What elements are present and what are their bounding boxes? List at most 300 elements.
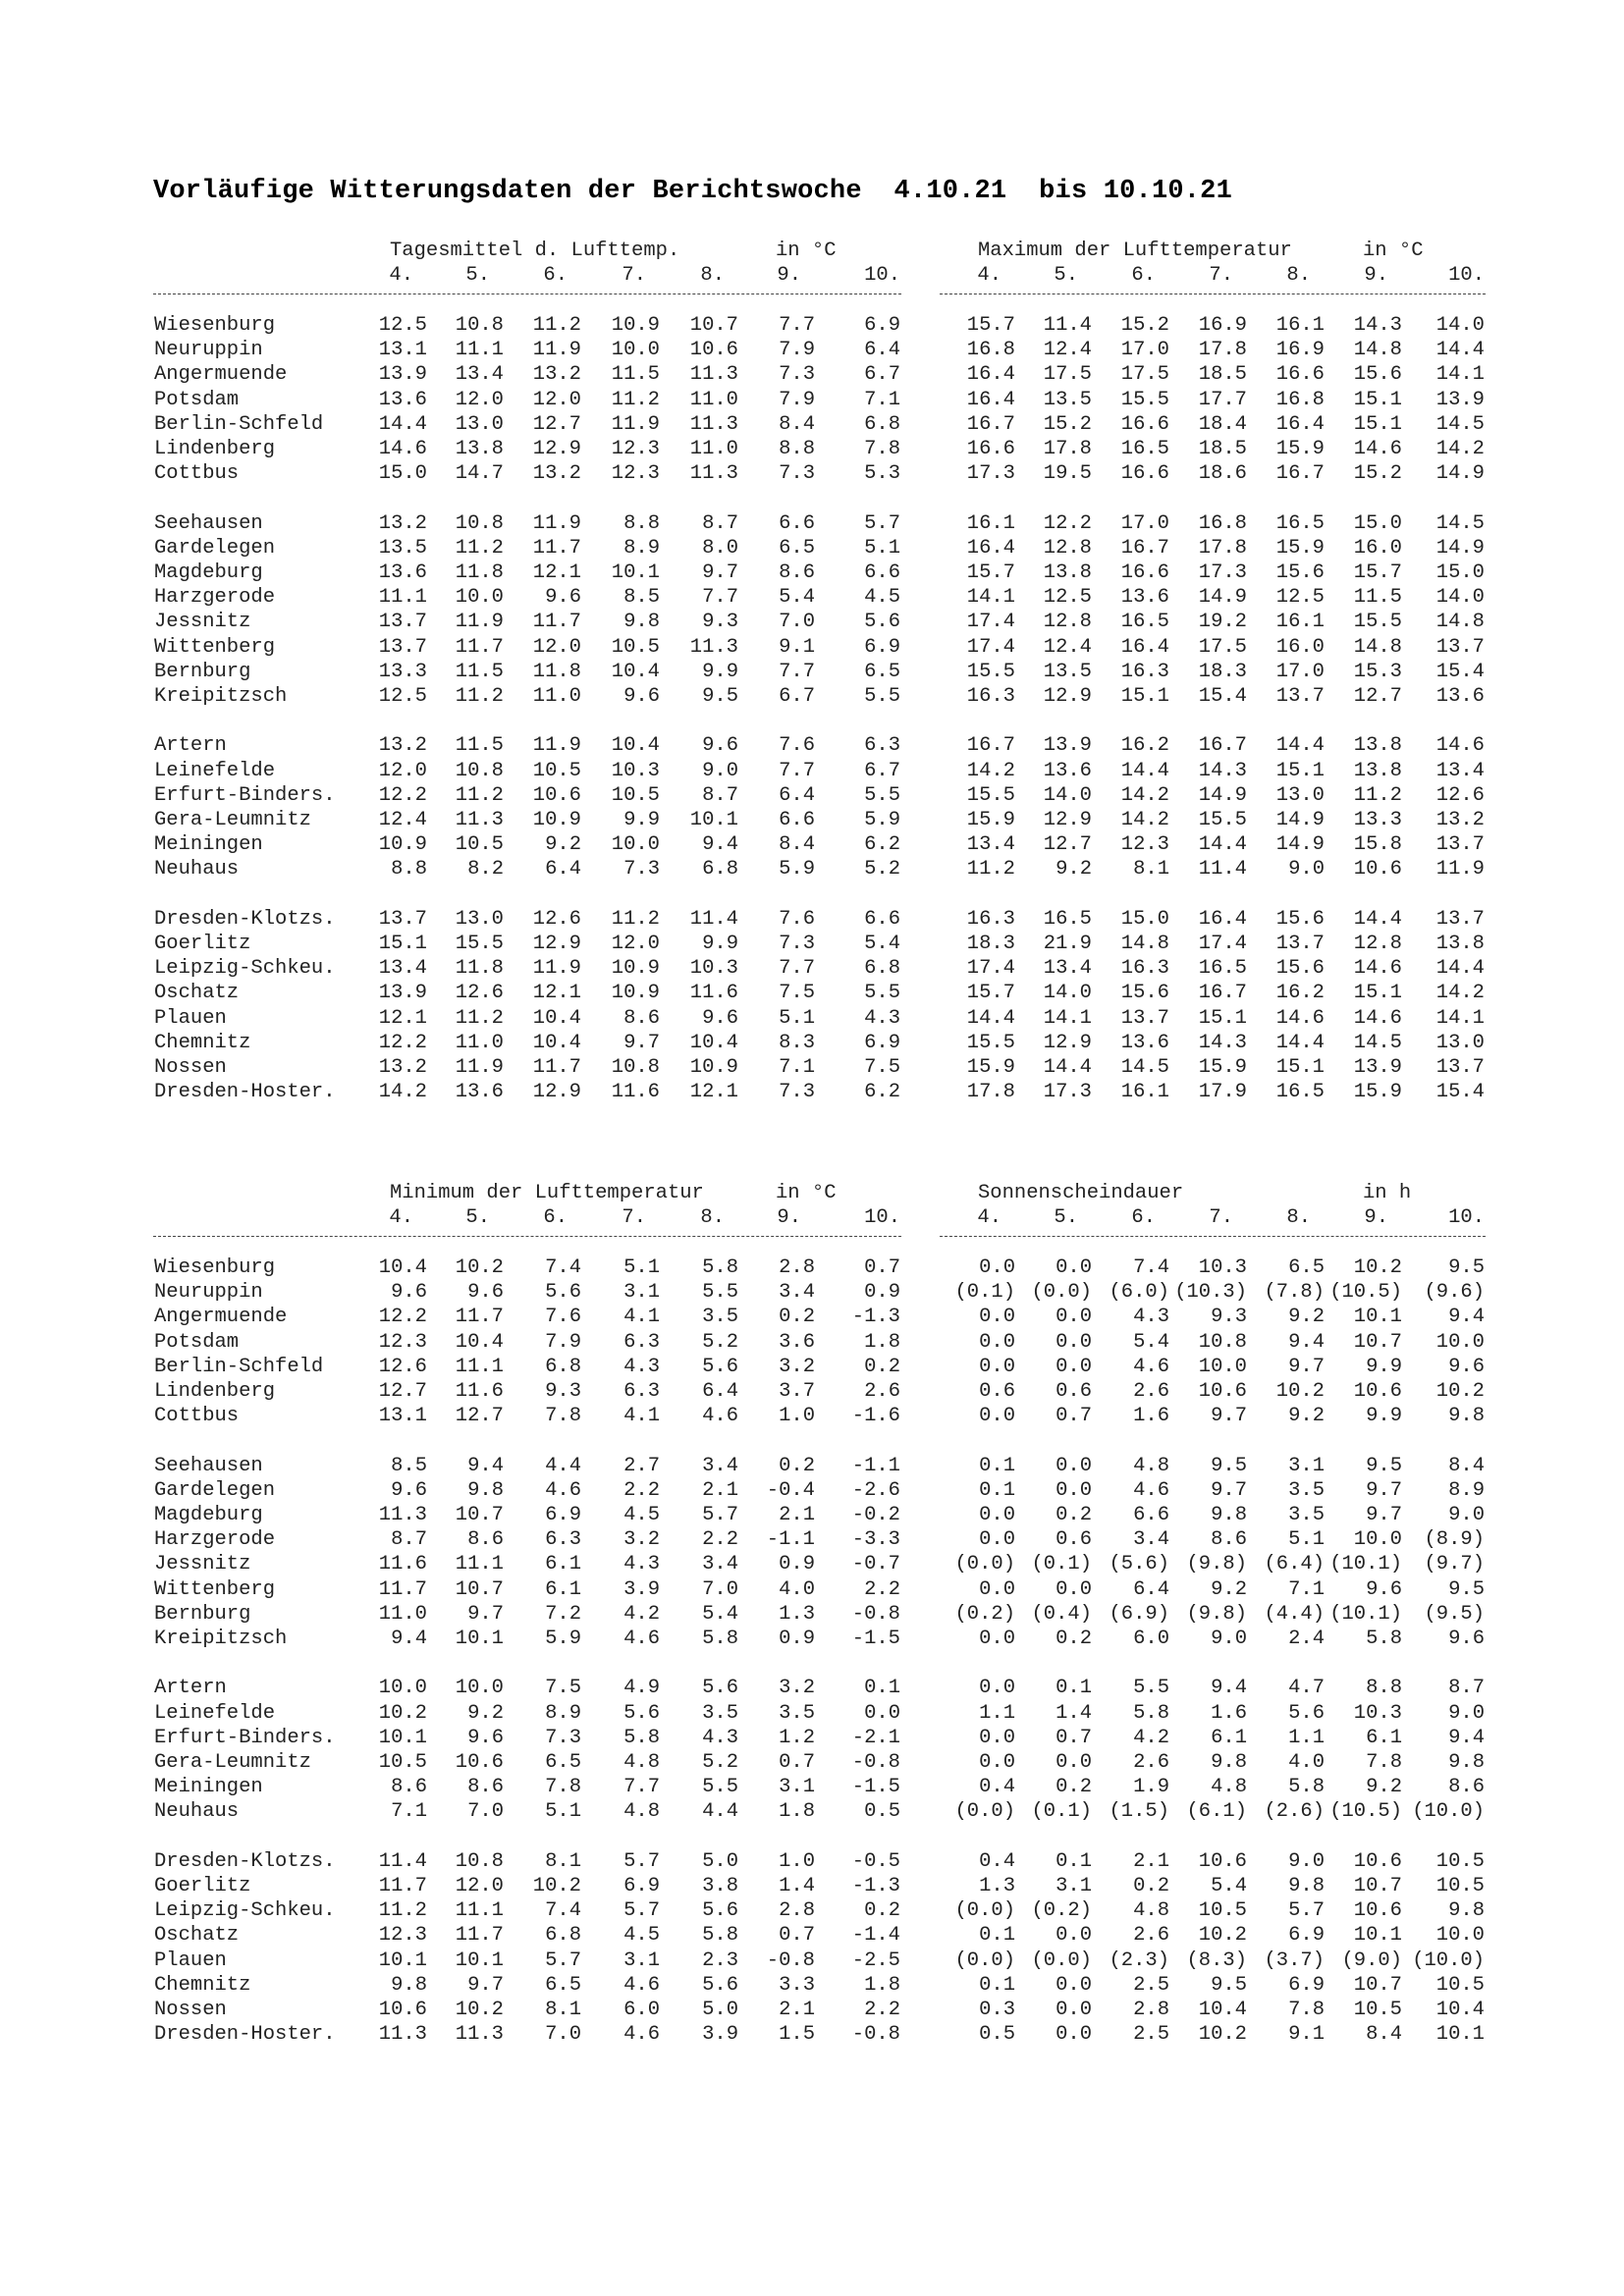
min-value-cell: 8.6: [467, 1776, 504, 1799]
station-name: Neuhaus: [154, 1800, 240, 1824]
mean-value-cell: 12.3: [611, 462, 660, 486]
min-value-cell: 5.8: [702, 1924, 738, 1948]
max-value-cell: 14.6: [1353, 438, 1402, 460]
mean-value-cell: 7.3: [779, 1081, 815, 1104]
min-day-header: 5.: [465, 1206, 490, 1229]
min-value-cell: 1.5: [779, 2023, 815, 2047]
station-name: Berlin-Schfeld: [154, 1355, 324, 1378]
mean-value-cell: 12.0: [532, 635, 581, 659]
mean-value-cell: 15.5: [455, 933, 504, 955]
sun-day-header: 7.: [1209, 1206, 1233, 1229]
min-value-cell: 10.1: [378, 1726, 427, 1749]
max-value-cell: 19.2: [1198, 611, 1247, 634]
sun-value-cell: 9.6: [1366, 1577, 1402, 1601]
min-value-cell: -2.1: [851, 1726, 900, 1749]
station-name: Seehausen: [154, 1454, 263, 1477]
sun-value-cell: 2.5: [1133, 2023, 1169, 2047]
sun-value-cell: 3.5: [1288, 1478, 1325, 1502]
max-value-cell: 16.3: [1120, 957, 1169, 981]
max-value-cell: 15.3: [1353, 660, 1402, 683]
max-value-cell: 13.6: [1435, 685, 1485, 708]
min-value-cell: 12.6: [378, 1355, 427, 1378]
mean-value-cell: 12.2: [378, 783, 427, 807]
station-name: Goerlitz: [154, 1875, 251, 1897]
mean-value-cell: 12.1: [532, 982, 581, 1005]
mean-value-cell: 11.9: [532, 339, 581, 362]
min-value-cell: 8.9: [545, 1701, 581, 1725]
sun-value-cell: 10.0: [1435, 1330, 1485, 1354]
sun-value-cell: 1.6: [1211, 1701, 1247, 1725]
mean-value-cell: 10.3: [611, 759, 660, 782]
mean-value-cell: 12.1: [689, 1081, 738, 1104]
sun-value-cell: (6.9): [1109, 1602, 1169, 1626]
sun-value-cell: 9.2: [1288, 1306, 1325, 1329]
mean-value-cell: 11.2: [455, 536, 504, 560]
mean-day-header: 10.: [864, 264, 900, 287]
sun-value-cell: 0.2: [1133, 1875, 1169, 1897]
max-value-cell: 15.9: [966, 809, 1015, 831]
sun-value-cell: (10.5): [1329, 1281, 1402, 1305]
max-value-cell: 14.1: [966, 586, 1015, 610]
sun-day-header: 10.: [1448, 1206, 1485, 1229]
max-value-cell: 16.4: [966, 388, 1015, 411]
min-value-cell: 4.8: [623, 1751, 660, 1774]
max-value-cell: 17.3: [1043, 1081, 1092, 1104]
sun-value-cell: 0.0: [1056, 1330, 1092, 1354]
max-value-cell: 18.6: [1198, 462, 1247, 486]
max-value-cell: 14.4: [1435, 957, 1485, 981]
sun-value-cell: 0.0: [979, 1628, 1015, 1650]
max-value-cell: 13.9: [1043, 734, 1092, 758]
mean-value-cell: 5.7: [864, 511, 900, 535]
max-value-cell: 13.4: [966, 833, 1015, 857]
sun-value-cell: 0.1: [1056, 1849, 1092, 1873]
mean-value-cell: 6.3: [864, 734, 900, 758]
mean-value-cell: 10.6: [532, 783, 581, 807]
mean-value-cell: 10.9: [689, 1056, 738, 1079]
max-value-cell: 14.3: [1198, 759, 1247, 782]
min-value-cell: 5.4: [702, 1602, 738, 1626]
mean-value-cell: 8.4: [779, 833, 815, 857]
sun-value-cell: 0.0: [979, 1677, 1015, 1700]
max-value-cell: 13.5: [1043, 388, 1092, 411]
max-value-cell: 11.2: [1353, 783, 1402, 807]
sun-value-cell: 0.0: [1056, 1478, 1092, 1502]
sun-day-header: 4.: [977, 1206, 1001, 1229]
max-value-cell: 16.1: [1120, 1081, 1169, 1104]
max-value-cell: 14.6: [1353, 1006, 1402, 1030]
mean-value-cell: 13.8: [455, 438, 504, 460]
sun-value-cell: 10.5: [1353, 1999, 1402, 2021]
min-value-cell: 2.7: [623, 1454, 660, 1477]
max-value-cell: 16.5: [1120, 438, 1169, 460]
station-name: Chemnitz: [154, 1973, 251, 1997]
mean-value-cell: 14.4: [378, 412, 427, 436]
mean-value-cell: 10.0: [455, 586, 504, 610]
min-value-cell: 12.2: [378, 1306, 427, 1329]
sun-value-cell: (0.0): [1031, 1949, 1092, 1972]
sun-value-cell: 9.2: [1366, 1776, 1402, 1799]
mean-value-cell: 10.7: [689, 314, 738, 337]
mean-value-cell: 6.6: [864, 561, 900, 584]
min-value-cell: 7.0: [467, 1800, 504, 1824]
min-value-cell: 11.6: [378, 1553, 427, 1576]
sun-value-cell: (0.1): [954, 1281, 1015, 1305]
sun-value-cell: (0.0): [954, 1800, 1015, 1824]
station-name: Neuruppin: [154, 1281, 263, 1305]
mean-value-cell: 9.6: [702, 1006, 738, 1030]
sun-value-cell: 10.6: [1198, 1849, 1247, 1873]
min-value-cell: 3.2: [623, 1528, 660, 1552]
mean-value-cell: 8.9: [623, 536, 660, 560]
sun-value-cell: 0.3: [979, 1999, 1015, 2021]
min-value-cell: 11.1: [455, 1553, 504, 1576]
sun-value-cell: 9.2: [1288, 1405, 1325, 1428]
sun-value-cell: 10.2: [1275, 1380, 1325, 1403]
max-value-cell: 21.9: [1043, 933, 1092, 955]
station-name: Wiesenburg: [154, 314, 276, 337]
station-name: Oschatz: [154, 1924, 240, 1948]
max-value-cell: 13.7: [1275, 685, 1325, 708]
station-name: Gera-Leumnitz: [154, 809, 311, 831]
max-value-cell: 16.5: [1198, 957, 1247, 981]
mean-value-cell: 7.3: [779, 363, 815, 387]
min-value-cell: 10.0: [455, 1677, 504, 1700]
min-value-cell: 4.4: [702, 1800, 738, 1824]
max-value-cell: 17.8: [1198, 339, 1247, 362]
max-value-cell: 14.4: [1353, 907, 1402, 931]
min-value-cell: 5.1: [623, 1256, 660, 1279]
min-value-cell: 4.8: [623, 1800, 660, 1824]
sun-value-cell: 7.1: [1288, 1577, 1325, 1601]
sun-value-cell: 6.5: [1288, 1256, 1325, 1279]
min-value-cell: 6.8: [545, 1355, 581, 1378]
mean-value-cell: 11.3: [689, 462, 738, 486]
max-value-cell: 16.7: [1275, 462, 1325, 486]
max-value-cell: 16.3: [966, 685, 1015, 708]
sun-value-cell: 6.6: [1133, 1504, 1169, 1526]
sun-value-cell: 9.0: [1211, 1628, 1247, 1650]
mean-value-cell: 11.7: [532, 611, 581, 634]
min-value-cell: 11.2: [378, 1899, 427, 1923]
max-value-cell: 17.5: [1043, 363, 1092, 387]
max-value-cell: 16.5: [1275, 1081, 1325, 1104]
mean-value-cell: 6.6: [779, 809, 815, 831]
mean-value-cell: 10.4: [689, 1031, 738, 1054]
sun-value-cell: 4.8: [1133, 1454, 1169, 1477]
sun-value-cell: 7.8: [1288, 1999, 1325, 2021]
mean-value-cell: 12.6: [455, 982, 504, 1005]
station-name: Bernburg: [154, 660, 251, 683]
sun-value-cell: 0.2: [1056, 1504, 1092, 1526]
mean-day-header: 8.: [700, 264, 725, 287]
min-value-cell: 12.3: [378, 1924, 427, 1948]
sun-value-cell: 3.4: [1133, 1528, 1169, 1552]
min-value-cell: 12.0: [455, 1875, 504, 1897]
sun-value-cell: 10.5: [1435, 1875, 1485, 1897]
min-value-cell: 13.1: [378, 1405, 427, 1428]
max-value-cell: 16.5: [1043, 907, 1092, 931]
min-value-cell: 10.1: [455, 1628, 504, 1650]
max-value-cell: 14.9: [1198, 586, 1247, 610]
min-value-cell: 2.8: [779, 1256, 815, 1279]
max-value-cell: 12.6: [1435, 783, 1485, 807]
mean-value-cell: 12.5: [378, 685, 427, 708]
min-value-cell: -2.6: [851, 1478, 900, 1502]
max-value-cell: 15.6: [1120, 982, 1169, 1005]
station-name: Berlin-Schfeld: [154, 412, 324, 436]
sun-value-cell: 8.8: [1366, 1677, 1402, 1700]
station-name: Nossen: [154, 1999, 227, 2021]
max-value-cell: 14.1: [1043, 1006, 1092, 1030]
mean-value-cell: 14.6: [378, 438, 427, 460]
min-value-cell: -0.8: [766, 1949, 815, 1972]
min-value-cell: -1.5: [851, 1628, 900, 1650]
min-value-cell: 11.1: [455, 1899, 504, 1923]
mean-value-cell: 6.8: [702, 858, 738, 881]
station-name: Lindenberg: [154, 438, 276, 460]
min-value-cell: 0.2: [779, 1306, 815, 1329]
min-value-cell: 7.4: [545, 1256, 581, 1279]
min-value-cell: 5.2: [702, 1751, 738, 1774]
mean-value-cell: 11.0: [689, 388, 738, 411]
sun-day-header: 5.: [1054, 1206, 1078, 1229]
station-name: Leinefelde: [154, 759, 276, 782]
mean-value-cell: 8.0: [702, 536, 738, 560]
sun-value-cell: 9.5: [1211, 1973, 1247, 1997]
mean-value-cell: 9.7: [702, 561, 738, 584]
min-value-cell: 6.3: [623, 1330, 660, 1354]
min-value-cell: 11.0: [378, 1602, 427, 1626]
min-value-cell: 5.7: [623, 1849, 660, 1873]
min-value-cell: 6.5: [545, 1973, 581, 1997]
min-value-cell: 1.0: [779, 1405, 815, 1428]
sun-value-cell: 4.0: [1288, 1751, 1325, 1774]
min-value-cell: 8.6: [467, 1528, 504, 1552]
min-value-cell: 1.2: [779, 1726, 815, 1749]
sun-value-cell: 9.8: [1448, 1405, 1485, 1428]
mean-value-cell: 5.4: [864, 933, 900, 955]
station-name: Meiningen: [154, 1776, 263, 1799]
sun-value-cell: 2.5: [1133, 1973, 1169, 1997]
mean-value-cell: 11.6: [611, 1081, 660, 1104]
sun-value-cell: (9.0): [1341, 1949, 1402, 1972]
sun-value-cell: (0.4): [1031, 1602, 1092, 1626]
sun-value-cell: 9.5: [1448, 1256, 1485, 1279]
mean-value-cell: 13.4: [378, 957, 427, 981]
max-value-cell: 15.5: [966, 1031, 1015, 1054]
max-value-cell: 16.7: [966, 734, 1015, 758]
max-value-cell: 13.6: [1043, 759, 1092, 782]
min-value-cell: 4.6: [623, 1628, 660, 1650]
sun-value-cell: 0.6: [1056, 1528, 1092, 1552]
sun-value-cell: 0.4: [979, 1776, 1015, 1799]
sun-value-cell: 9.5: [1211, 1454, 1247, 1477]
sun-value-cell: 0.0: [1056, 1751, 1092, 1774]
sun-value-cell: (3.7): [1264, 1949, 1325, 1972]
max-value-cell: 15.1: [1353, 982, 1402, 1005]
min-value-cell: 3.2: [779, 1355, 815, 1378]
mean-value-cell: 7.9: [779, 339, 815, 362]
max-value-cell: 12.9: [1043, 1031, 1092, 1054]
max-value-cell: 15.5: [966, 660, 1015, 683]
min-value-cell: 7.6: [545, 1306, 581, 1329]
mean-value-cell: 11.7: [455, 635, 504, 659]
sun-value-cell: 4.2: [1133, 1726, 1169, 1749]
mean-value-cell: 10.5: [532, 759, 581, 782]
sun-value-cell: 0.0: [1056, 1355, 1092, 1378]
mean-value-cell: 8.5: [623, 586, 660, 610]
mean-value-cell: 10.4: [532, 1031, 581, 1054]
sun-value-cell: 0.0: [979, 1577, 1015, 1601]
min-value-cell: 4.5: [623, 1924, 660, 1948]
mean-value-cell: 10.5: [611, 783, 660, 807]
min-value-cell: 2.2: [864, 1999, 900, 2021]
mean-value-cell: 7.1: [864, 388, 900, 411]
sun-value-cell: 5.4: [1133, 1330, 1169, 1354]
sun-value-cell: 0.0: [979, 1306, 1015, 1329]
min-value-cell: 0.7: [779, 1924, 815, 1948]
max-value-cell: 16.6: [1120, 561, 1169, 584]
mean-value-cell: 11.5: [611, 363, 660, 387]
max-value-cell: 15.7: [966, 982, 1015, 1005]
max-value-cell: 15.9: [1353, 1081, 1402, 1104]
max-value-cell: 16.7: [966, 412, 1015, 436]
mean-value-cell: 12.0: [532, 388, 581, 411]
sun-value-cell: 1.3: [979, 1875, 1015, 1897]
mean-value-cell: 9.6: [545, 586, 581, 610]
min-value-cell: 5.1: [545, 1800, 581, 1824]
station-name: Plauen: [154, 1006, 227, 1030]
min-value-cell: 7.0: [702, 1577, 738, 1601]
min-header-unit: in °C: [776, 1182, 837, 1204]
sun-value-cell: 0.0: [1056, 1973, 1092, 1997]
sun-value-cell: 9.8: [1288, 1875, 1325, 1897]
station-name: Angermuende: [154, 1306, 288, 1329]
mean-value-cell: 12.4: [378, 809, 427, 831]
mean-value-cell: 11.5: [455, 660, 504, 683]
min-day-header: 7.: [622, 1206, 646, 1229]
max-value-cell: 18.3: [1198, 660, 1247, 683]
sun-value-cell: 10.4: [1435, 1999, 1485, 2021]
min-value-cell: 3.1: [623, 1949, 660, 1972]
sun-value-cell: 0.0: [1056, 2023, 1092, 2047]
min-value-cell: 4.3: [702, 1726, 738, 1749]
max-value-cell: 12.4: [1043, 339, 1092, 362]
min-value-cell: 0.7: [779, 1751, 815, 1774]
min-value-cell: 2.8: [779, 1899, 815, 1923]
mean-value-cell: 12.1: [532, 561, 581, 584]
sun-value-cell: (7.8): [1264, 1281, 1325, 1305]
min-value-cell: 3.1: [623, 1281, 660, 1305]
sun-value-cell: 0.0: [1056, 1577, 1092, 1601]
min-value-cell: 3.2: [779, 1677, 815, 1700]
mean-value-cell: 10.4: [611, 734, 660, 758]
sun-value-cell: 9.7: [1211, 1478, 1247, 1502]
max-value-cell: 14.4: [1198, 833, 1247, 857]
mean-day-header: 4.: [389, 264, 413, 287]
min-value-cell: 0.2: [864, 1355, 900, 1378]
station-name: Bernburg: [154, 1602, 251, 1626]
sun-header-unit: in h: [1363, 1182, 1412, 1204]
sun-value-cell: (8.3): [1186, 1949, 1247, 1972]
max-value-cell: 14.4: [1435, 339, 1485, 362]
mean-value-cell: 6.5: [864, 660, 900, 683]
min-value-cell: -0.4: [766, 1478, 815, 1502]
mean-value-cell: 10.9: [532, 809, 581, 831]
min-value-cell: 5.6: [702, 1899, 738, 1923]
sun-value-cell: 0.0: [979, 1355, 1015, 1378]
station-name: Wittenberg: [154, 1577, 276, 1601]
min-value-cell: 5.6: [702, 1355, 738, 1378]
min-value-cell: 4.3: [623, 1355, 660, 1378]
min-value-cell: 0.7: [864, 1256, 900, 1279]
max-value-cell: 11.2: [966, 858, 1015, 881]
sun-value-cell: 9.7: [1211, 1405, 1247, 1428]
mean-value-cell: 7.7: [779, 759, 815, 782]
max-value-cell: 15.6: [1275, 907, 1325, 931]
min-value-cell: -1.1: [766, 1528, 815, 1552]
mean-value-cell: 6.4: [545, 858, 581, 881]
min-value-cell: -1.1: [851, 1454, 900, 1477]
sun-value-cell: 5.6: [1288, 1701, 1325, 1725]
max-day-header: 6.: [1131, 264, 1156, 287]
mean-value-cell: 11.9: [532, 734, 581, 758]
min-value-cell: 5.5: [702, 1776, 738, 1799]
max-value-cell: 15.1: [1198, 1006, 1247, 1030]
mean-value-cell: 9.4: [702, 833, 738, 857]
min-value-cell: 4.2: [623, 1602, 660, 1626]
sun-value-cell: 3.5: [1288, 1504, 1325, 1526]
max-value-cell: 16.7: [1198, 734, 1247, 758]
min-value-cell: 10.2: [378, 1701, 427, 1725]
sun-value-cell: (9.5): [1424, 1602, 1485, 1626]
sun-value-cell: 10.6: [1353, 1899, 1402, 1923]
sun-value-cell: 5.4: [1211, 1875, 1247, 1897]
min-value-cell: 8.1: [545, 1849, 581, 1873]
mean-value-cell: 7.0: [779, 611, 815, 634]
sun-value-cell: 10.2: [1198, 1924, 1247, 1948]
mean-header-unit: in °C: [776, 240, 837, 262]
max-value-cell: 13.9: [1435, 388, 1485, 411]
max-value-cell: 16.6: [1120, 412, 1169, 436]
max-value-cell: 16.1: [1275, 314, 1325, 337]
max-value-cell: 14.8: [1353, 339, 1402, 362]
max-value-cell: 14.5: [1120, 1056, 1169, 1079]
min-value-cell: 11.4: [378, 1849, 427, 1873]
min-value-cell: 6.3: [623, 1380, 660, 1403]
station-name: Artern: [154, 734, 227, 758]
mean-value-cell: 11.5: [455, 734, 504, 758]
max-value-cell: 15.1: [1353, 388, 1402, 411]
max-value-cell: 17.9: [1198, 1081, 1247, 1104]
min-value-cell: 10.1: [378, 1949, 427, 1972]
max-value-cell: 16.6: [1275, 363, 1325, 387]
max-value-cell: 12.7: [1353, 685, 1402, 708]
station-name: Gera-Leumnitz: [154, 1751, 311, 1774]
mean-value-cell: 13.2: [532, 363, 581, 387]
mean-value-cell: 11.9: [455, 611, 504, 634]
sun-value-cell: (6.4): [1264, 1553, 1325, 1576]
sun-value-cell: 0.1: [979, 1454, 1015, 1477]
mean-value-cell: 5.3: [864, 462, 900, 486]
sun-value-cell: 0.0: [1056, 1924, 1092, 1948]
station-name: Jessnitz: [154, 611, 251, 634]
mean-value-cell: 9.9: [702, 933, 738, 955]
mean-value-cell: 6.8: [864, 957, 900, 981]
sun-value-cell: 0.0: [979, 1504, 1015, 1526]
sun-value-cell: 4.6: [1133, 1478, 1169, 1502]
